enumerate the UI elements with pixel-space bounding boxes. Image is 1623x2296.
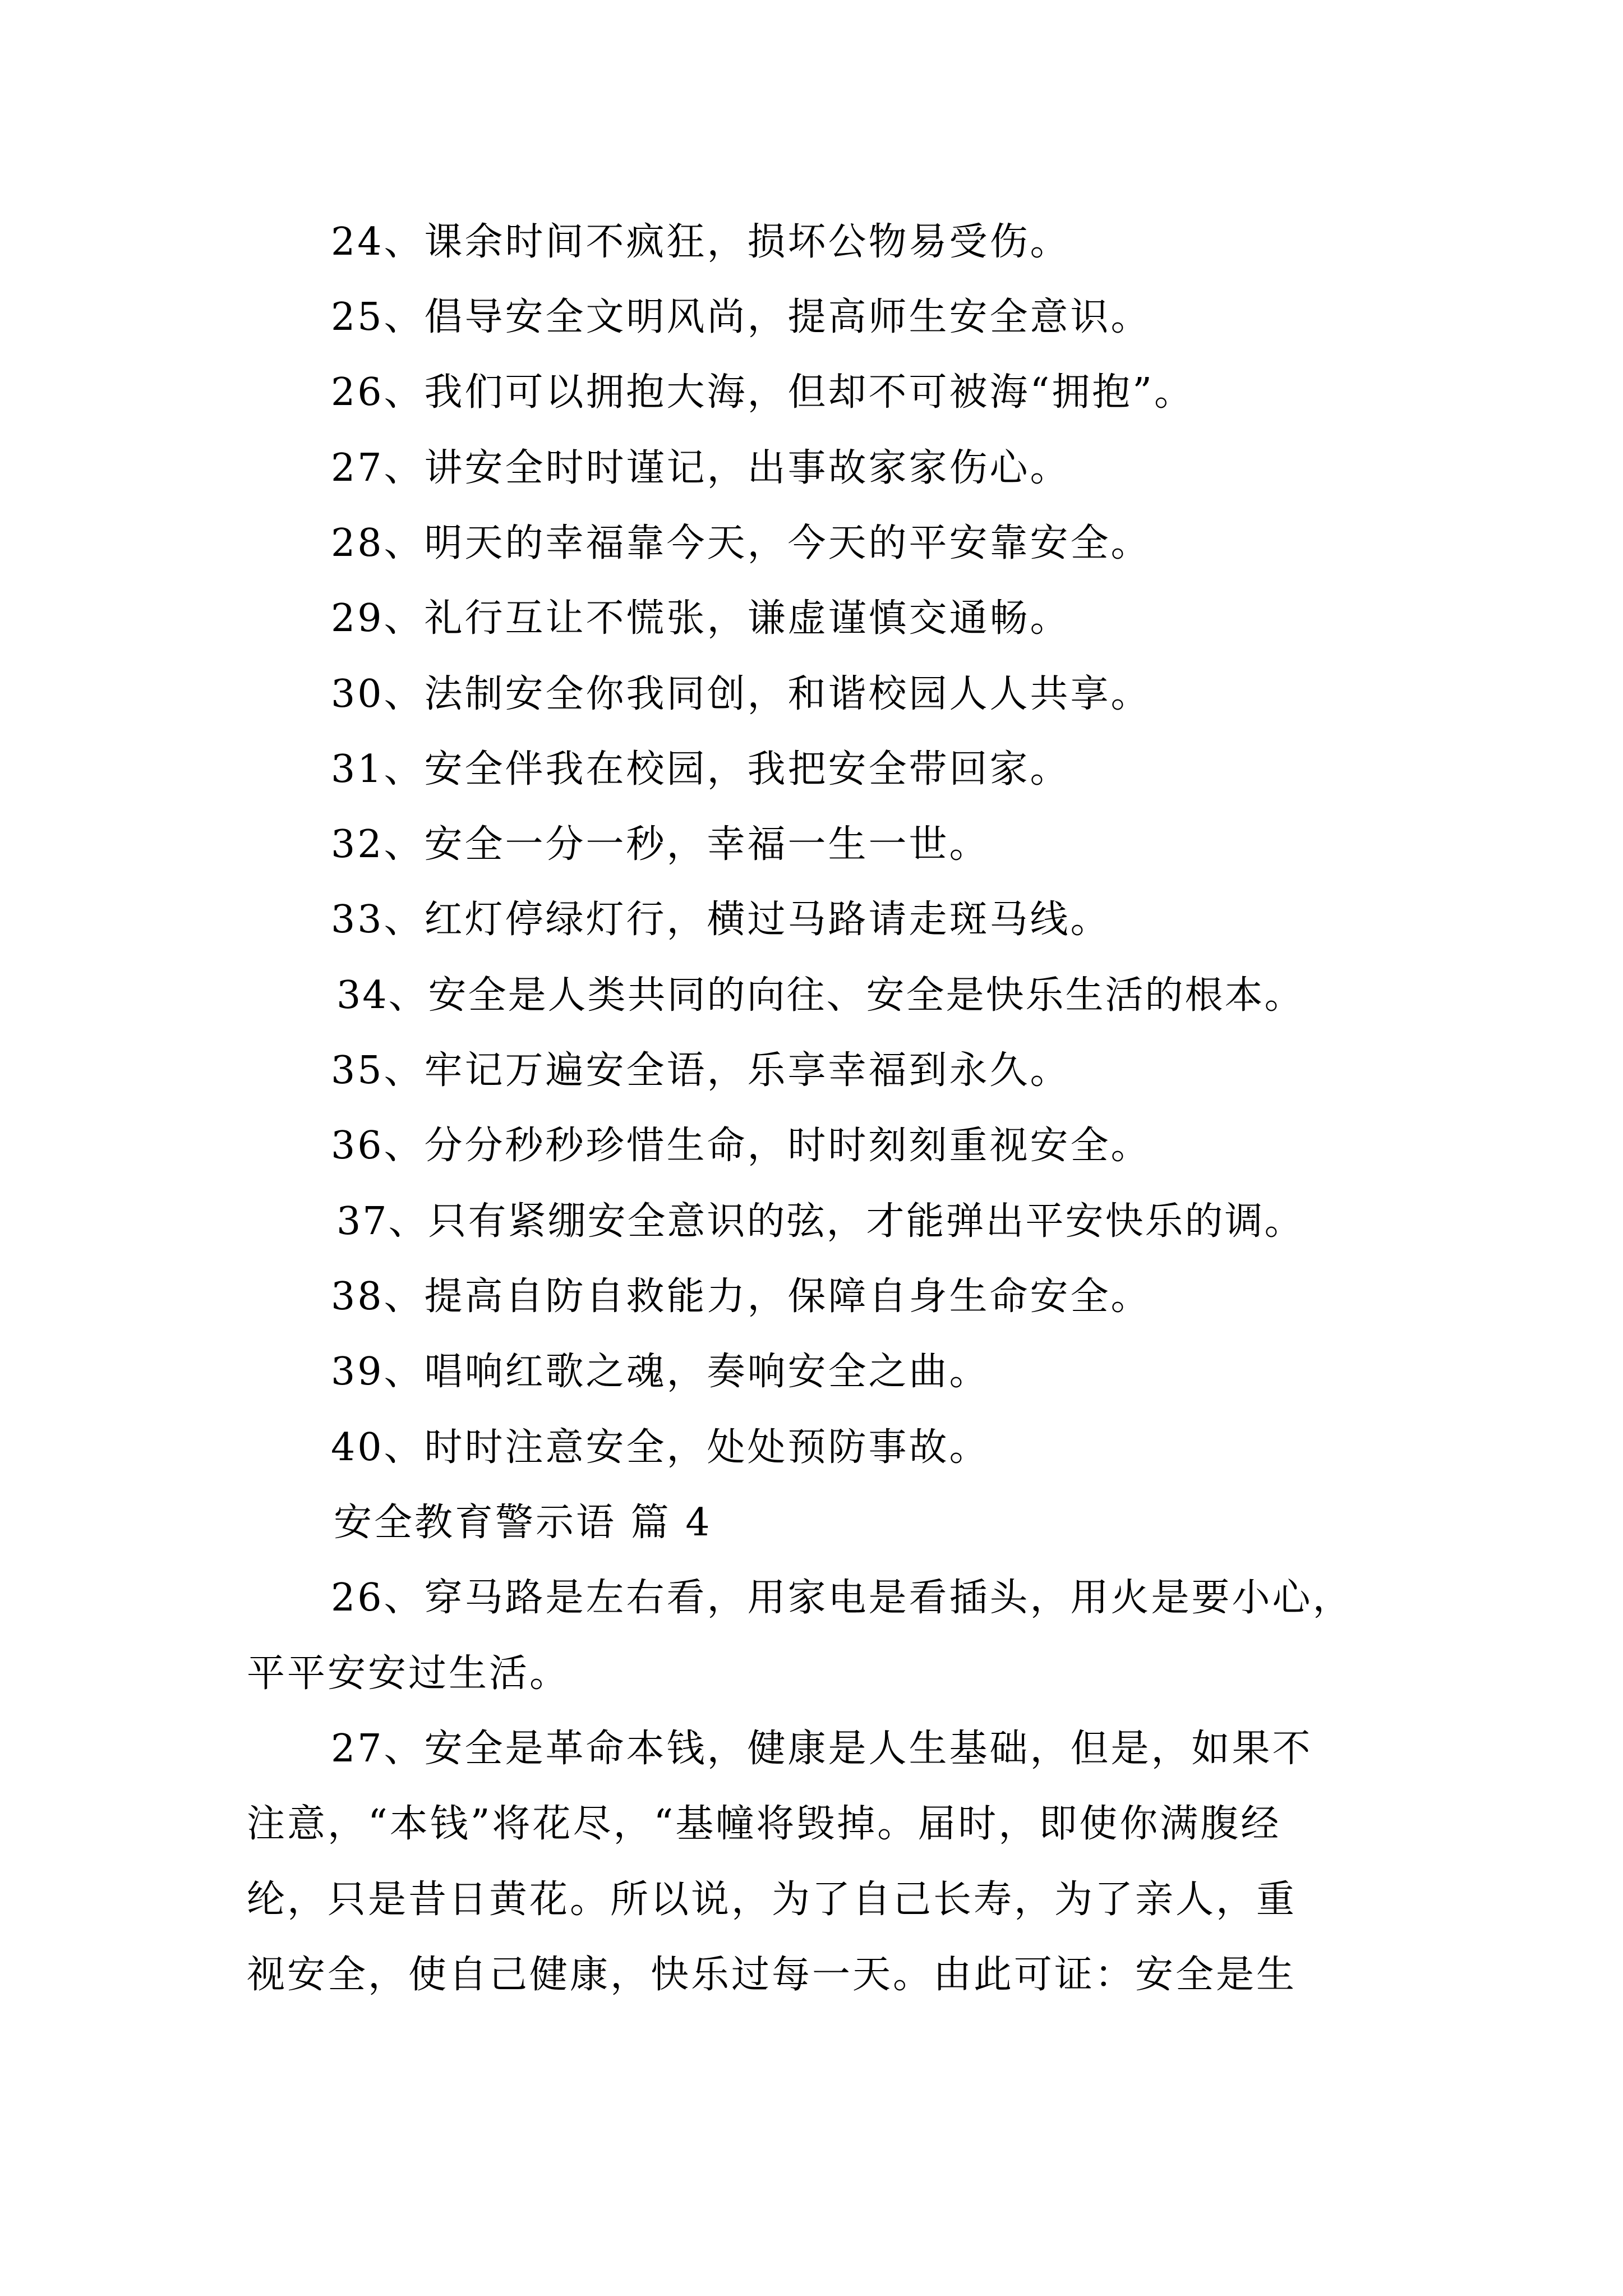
list-item-28: 28、明天的幸福靠今天，今天的平安靠安全。 bbox=[331, 521, 1151, 565]
list-item-27: 27、讲安全时时谨记，出事故家家伤心。 bbox=[331, 446, 1071, 490]
list-item-31: 31、安全伴我在校园，我把安全带回家。 bbox=[331, 747, 1071, 792]
list-item-36: 36、分分秒秒珍惜生命，时时刻刻重视安全。 bbox=[331, 1124, 1151, 1168]
paragraph-26-line-1: 26、穿马路是左右看，用家电是看插头，用火是要小心， bbox=[331, 1576, 1353, 1620]
list-item-39: 39、唱响红歌之魂，奏响安全之曲。 bbox=[331, 1350, 990, 1394]
paragraph-26-line-2: 平平安安过生活。 bbox=[247, 1651, 570, 1696]
list-item-30: 30、法制安全你我同创，和谐校园人人共享。 bbox=[331, 672, 1151, 716]
paragraph-27-line-2: 注意，“本钱”将花尽，“基幢将毁掉。届时，即使你满腹经 bbox=[247, 1802, 1281, 1846]
list-item-35: 35、牢记万遍安全语，乐享幸福到永久。 bbox=[331, 1048, 1071, 1093]
paragraph-27-line-1: 27、安全是革命本钱，健康是人生基础，但是，如果不 bbox=[331, 1727, 1313, 1771]
list-item-38: 38、提高自防自救能力，保障自身生命安全。 bbox=[331, 1274, 1151, 1319]
list-item-25: 25、倡导安全文明风尚，提高师生安全意识。 bbox=[331, 295, 1151, 339]
list-item-29: 29、礼行互让不慌张，谦虚谨慎交通畅。 bbox=[331, 596, 1071, 641]
list-item-34: 34、安全是人类共同的向往、安全是快乐生活的根本。 bbox=[336, 973, 1304, 1018]
list-item-33: 33、红灯停绿灯行，横过马路请走斑马线。 bbox=[331, 898, 1111, 942]
list-item-32: 32、安全一分一秒，幸福一生一世。 bbox=[331, 822, 990, 867]
list-item-24: 24、课余时间不疯狂，损坏公物易受伤。 bbox=[331, 220, 1071, 264]
paragraph-27-line-3: 纶，只是昔日黄花。所以说，为了自己长寿，为了亲人，重 bbox=[247, 1878, 1297, 1922]
list-item-40: 40、时时注意安全，处处预防事故。 bbox=[331, 1425, 990, 1470]
list-item-26: 26、我们可以拥抱大海，但却不可被海“拥抱”。 bbox=[331, 370, 1195, 415]
paragraph-27-line-4: 视安全，使自己健康，快乐过每一天。由此可证：安全是生 bbox=[247, 1953, 1297, 1997]
list-item-37: 37、只有紧绷安全意识的弦，才能弹出平安快乐的调。 bbox=[336, 1199, 1304, 1244]
section-heading: 安全教育警示语 篇 4 bbox=[334, 1501, 712, 1545]
